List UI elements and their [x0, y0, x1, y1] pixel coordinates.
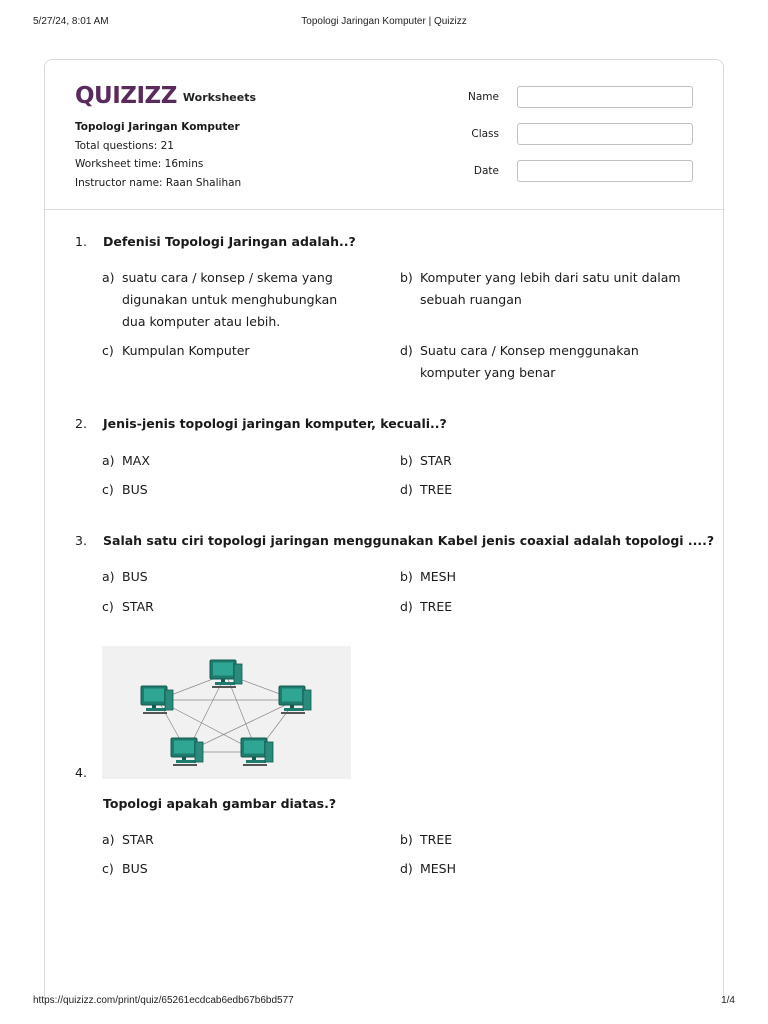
- quizizz-logo: [75, 78, 256, 110]
- option-letter: b): [400, 270, 413, 285]
- name-label: Name: [468, 91, 499, 103]
- class-field-group: [465, 123, 695, 147]
- option-letter: b): [400, 569, 413, 584]
- computer-top-icon: [210, 660, 242, 688]
- option-text: BUS: [122, 482, 148, 497]
- option-letter: a): [102, 270, 115, 285]
- option-text: TREE: [420, 599, 453, 614]
- option-text: STAR: [122, 599, 154, 614]
- mesh-topology-image: [102, 646, 351, 779]
- question-text: Defenisi Topologi Jaringan adalah..?: [103, 234, 356, 249]
- option-letter: d): [400, 343, 413, 358]
- q3-option-d[interactable]: [400, 596, 690, 618]
- worksheet-meta: [75, 118, 241, 192]
- option-text: STAR: [420, 453, 452, 468]
- print-footer: [33, 995, 735, 1009]
- option-text: Kumpulan Komputer: [122, 343, 250, 358]
- q4-option-a[interactable]: [102, 829, 362, 851]
- option-text: MESH: [420, 569, 457, 584]
- q1-option-c[interactable]: [102, 340, 362, 362]
- option-letter: d): [400, 482, 413, 497]
- q4-option-b[interactable]: [400, 829, 690, 851]
- question-number: 2.: [75, 416, 87, 431]
- q3-option-b[interactable]: [400, 566, 690, 588]
- question-text: Salah satu ciri topologi jaringan menggunakan Kabel jenis coaxial adalah topologi ....?: [103, 533, 715, 548]
- option-text: MESH: [420, 861, 457, 876]
- option-letter: d): [400, 599, 413, 614]
- option-letter: b): [400, 453, 413, 468]
- option-letter: c): [102, 599, 114, 614]
- option-text: suatu cara / konsep / skema yang digunakan untuk menghubungkan dua komputer atau lebih.: [122, 270, 338, 329]
- option-letter: c): [102, 861, 114, 876]
- date-field-group: [465, 160, 695, 184]
- logo-mark: QUIZIZZ: [75, 83, 177, 109]
- option-text: BUS: [122, 861, 148, 876]
- q3-option-a[interactable]: [102, 566, 362, 588]
- option-text: STAR: [122, 832, 154, 847]
- computer-left-icon: [141, 686, 173, 714]
- worksheet-header: [45, 60, 723, 210]
- instructor-name: Instructor name: Raan Shalihan: [75, 176, 242, 189]
- computer-bottom-right-icon: [241, 738, 273, 766]
- q1-option-a[interactable]: [102, 267, 362, 333]
- question-number: 3.: [75, 533, 87, 548]
- network-diagram-svg: [102, 646, 351, 779]
- option-text: Komputer yang lebih dari satu unit dalam sebuah ruangan: [420, 270, 681, 307]
- computer-right-icon: [279, 686, 311, 714]
- option-text: Suatu cara / Konsep menggunakan komputer yang benar: [420, 343, 639, 380]
- q2-option-d[interactable]: [400, 479, 690, 501]
- question-text: Topologi apakah gambar diatas.?: [103, 796, 337, 811]
- worksheet-card: [44, 59, 724, 999]
- option-text: BUS: [122, 569, 148, 584]
- name-input[interactable]: [517, 86, 693, 108]
- option-text: MAX: [122, 453, 150, 468]
- q4-option-c[interactable]: [102, 858, 362, 880]
- computer-bottom-left-icon: [171, 738, 203, 766]
- option-text: TREE: [420, 482, 453, 497]
- class-input[interactable]: [517, 123, 693, 145]
- print-title: Topologi Jaringan Komputer | Quizizz: [301, 16, 467, 27]
- page-number: 1/4: [721, 995, 735, 1006]
- option-text: TREE: [420, 832, 453, 847]
- print-url[interactable]: https://quizizz.com/print/quiz/65261ecdcab6edb67b6bd577: [33, 995, 294, 1006]
- q2-option-b[interactable]: [400, 450, 690, 472]
- q3-option-c[interactable]: [102, 596, 362, 618]
- date-label: Date: [473, 165, 499, 177]
- question-text: Jenis-jenis topologi jaringan komputer, kecuali..?: [103, 416, 447, 431]
- option-letter: b): [400, 832, 413, 847]
- worksheet-title: Topologi Jaringan Komputer: [75, 121, 240, 133]
- print-header: [33, 16, 735, 30]
- q1-option-b[interactable]: [400, 267, 690, 311]
- date-input[interactable]: [517, 160, 693, 182]
- option-letter: a): [102, 569, 115, 584]
- logo-subtitle: Worksheets: [182, 91, 257, 104]
- q1-option-d[interactable]: [400, 340, 680, 384]
- q2-option-a[interactable]: [102, 450, 362, 472]
- option-letter: d): [400, 861, 413, 876]
- question-number: 4.: [75, 765, 87, 780]
- option-letter: c): [102, 482, 114, 497]
- option-letter: a): [102, 453, 115, 468]
- total-questions: Total questions: 21: [75, 139, 174, 152]
- worksheet-time: Worksheet time: 16mins: [75, 158, 204, 170]
- q4-option-d[interactable]: [400, 858, 690, 880]
- name-field-group: [465, 86, 695, 110]
- question-number: 1.: [75, 234, 87, 249]
- class-label: Class: [471, 128, 499, 140]
- print-datetime: 5/27/24, 8:01 AM: [33, 16, 109, 27]
- q2-option-c[interactable]: [102, 479, 362, 501]
- option-letter: a): [102, 832, 115, 847]
- option-letter: c): [102, 343, 114, 358]
